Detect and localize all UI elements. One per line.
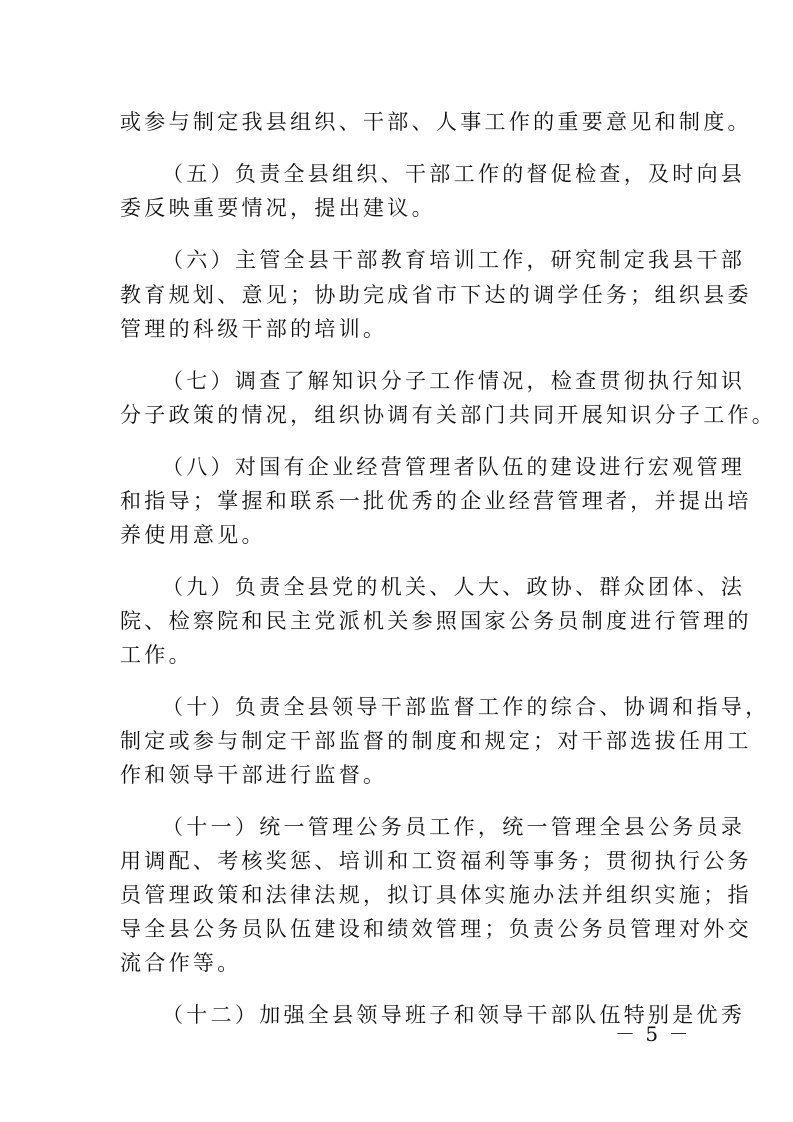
text-line: 用调配、考核奖惩、培训和工资福利等事务；贯彻执行公务 xyxy=(120,849,752,873)
text-line: （十）负责全县领导干部监督工作的综合、协调和指导， xyxy=(162,695,770,719)
text-line: （十一）统一管理公务员工作，统一管理全县公务员录 xyxy=(162,815,746,839)
text-line: 工作。 xyxy=(120,643,193,667)
text-line: 流合作等。 xyxy=(120,951,242,975)
text-line: （十二）加强全县领导班子和领导干部队伍特别是优秀 xyxy=(162,1003,746,1027)
text-line: 委反映重要情况，提出建议。 xyxy=(120,196,436,220)
text-line: （八）对国有企业经营管理者队伍的建设进行宏观管理 xyxy=(162,455,746,479)
text-line: 或参与制定我县组织、干部、人事工作的重要意见和制度。 xyxy=(120,110,752,134)
text-line: 分子政策的情况，组织协调有关部门共同开展知识分子工作。 xyxy=(120,403,777,427)
text-line: 作和领导干部进行监督。 xyxy=(120,763,388,787)
text-line: 导全县公务员队伍建设和绩效管理；负责公务员管理对外交 xyxy=(120,917,752,941)
text-line: 养使用意见。 xyxy=(120,523,266,547)
text-line: 和指导；掌握和联系一批优秀的企业经营管理者，并提出培 xyxy=(120,489,752,513)
text-line: 院、检察院和民主党派机关参照国家公务员制度进行管理的 xyxy=(120,609,752,633)
text-line: （九）负责全县党的机关、人大、政协、群众团体、法 xyxy=(162,575,746,599)
text-line: 制定或参与制定干部监督的制度和规定；对干部选拔任用工 xyxy=(120,729,752,753)
text-line: （七）调查了解知识分子工作情况，检查贯彻执行知识 xyxy=(162,369,746,393)
page-number: － 5 － xyxy=(615,1022,691,1046)
text-line: （五）负责全县组织、干部工作的督促检查，及时向县 xyxy=(162,162,746,186)
text-line: （六）主管全县干部教育培训工作，研究制定我县干部 xyxy=(162,248,746,272)
text-line: 教育规划、意见；协助完成省市下达的调学任务；组织县委 xyxy=(120,283,752,307)
text-line: 管理的科级干部的培训。 xyxy=(120,317,388,341)
text-line: 员管理政策和法律法规，拟订具体实施办法并组织实施；指 xyxy=(120,883,752,907)
